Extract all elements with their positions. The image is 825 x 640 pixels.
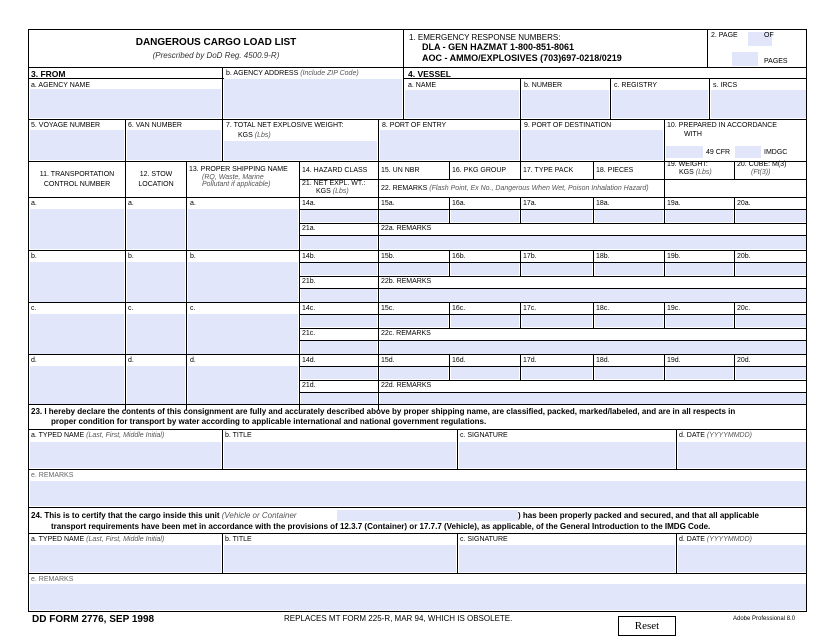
pkg-group-field[interactable] xyxy=(451,314,519,327)
net-weight-unit-hint: (Lbs) xyxy=(254,132,271,139)
weight-field[interactable] xyxy=(666,314,733,327)
row-label-22: 22b. REMARKS xyxy=(381,278,432,285)
row-label-21: 21c. xyxy=(302,330,316,337)
stow-field[interactable] xyxy=(127,314,185,354)
col21-header xyxy=(302,180,365,196)
row-label-18: 18b. xyxy=(596,253,610,260)
tcn-field[interactable] xyxy=(30,262,124,302)
row-col-divider xyxy=(520,302,521,328)
port-entry-label: 8. PORT OF ENTRY xyxy=(382,122,447,129)
row-divider xyxy=(28,250,807,251)
row-label-20: 20a. xyxy=(737,200,751,207)
row-col-divider xyxy=(734,250,735,276)
date-24-hint: (YYYYMMDD) xyxy=(706,536,753,543)
remarks-field[interactable] xyxy=(380,340,806,354)
pkg-group-field[interactable] xyxy=(451,262,519,275)
pieces-field[interactable] xyxy=(595,209,663,222)
weight-field[interactable] xyxy=(666,209,733,222)
agency-name-field[interactable] xyxy=(30,89,221,118)
footer-adobe: Adobe Professional 8.0 xyxy=(733,616,796,622)
net-weight-unit xyxy=(238,132,271,140)
typed-name-23-field[interactable] xyxy=(30,442,221,468)
row-col-divider xyxy=(449,302,450,328)
row-label-21: 21a. xyxy=(302,225,316,232)
row-subline xyxy=(299,328,807,329)
vessel-registry-field[interactable] xyxy=(612,90,708,118)
col20-header xyxy=(737,161,786,177)
date-23-text: d. DATE xyxy=(679,432,705,439)
emergency-aoc: AOC - AMMO/EXPLOSIVES (703)697-0218/0219 xyxy=(422,53,622,63)
row-col-divider xyxy=(664,302,665,328)
row-col-divider xyxy=(520,197,521,223)
vessel-label: 4. VESSEL xyxy=(408,69,451,79)
net-weight-label: 7. TOTAL NET EXPLOSIVE WEIGHT: xyxy=(226,122,344,129)
row-col-divider xyxy=(520,250,521,276)
row-label-14: 14d. xyxy=(302,357,316,364)
col19-line1: 19. WEIGHT: xyxy=(667,161,708,168)
row-label-15: 15c. xyxy=(381,305,395,312)
row-letter-stow: d. xyxy=(128,357,134,364)
typed-name-24-field[interactable] xyxy=(30,545,221,572)
remarks-23-field[interactable] xyxy=(30,481,806,506)
cfr-checkbox[interactable] xyxy=(666,146,703,158)
row-subline xyxy=(299,366,807,367)
tcn-field[interactable] xyxy=(30,314,124,354)
col19-unit: KGS xyxy=(679,169,694,176)
col20-line2: (Ft(3)) xyxy=(751,169,771,176)
row-letter-tcn: c. xyxy=(31,305,37,312)
row-divider xyxy=(28,354,807,355)
col22-header xyxy=(381,185,649,193)
row-label-16: 16d. xyxy=(452,357,466,364)
typed-name-24-text: a. TYPED NAME xyxy=(31,536,85,543)
vessel-number-label: b. NUMBER xyxy=(524,82,563,89)
port-entry-field[interactable] xyxy=(380,130,519,160)
reset-button[interactable]: Reset xyxy=(618,616,676,636)
title-24-field[interactable] xyxy=(224,545,456,572)
page-pages: PAGES xyxy=(764,58,788,65)
row-label-21: 21d. xyxy=(302,382,316,389)
row-label-19: 19b. xyxy=(667,253,681,260)
row-col-divider xyxy=(734,302,735,328)
row-col-divider xyxy=(449,354,450,380)
imdgc-checkbox[interactable] xyxy=(735,146,761,158)
row-col-divider xyxy=(593,197,594,223)
date-24-text: d. DATE xyxy=(679,536,705,543)
row-subline xyxy=(299,340,807,341)
row-label-17: 17a. xyxy=(523,200,537,207)
row-divider xyxy=(28,302,807,303)
row-col-divider xyxy=(449,197,450,223)
row-letter-name: c. xyxy=(190,305,196,312)
signature-24-label: c. SIGNATURE xyxy=(460,536,508,543)
cube-field[interactable] xyxy=(736,262,806,275)
tcn-field[interactable] xyxy=(30,209,124,249)
vessel-ircs-field[interactable] xyxy=(711,90,806,118)
row-subline xyxy=(299,276,807,277)
col12-line1: 12. STOW xyxy=(139,171,173,178)
col17-header: 17. TYPE PACK xyxy=(523,167,574,174)
row-letter-tcn: d. xyxy=(31,357,37,364)
net-weight-unit-text: KGS xyxy=(238,132,253,139)
van-label: 6. VAN NUMBER xyxy=(128,122,182,129)
voyage-label: 5. VOYAGE NUMBER xyxy=(31,122,101,129)
row-label-18: 18a. xyxy=(596,200,610,207)
row-label-14: 14a. xyxy=(302,200,316,207)
remarks-23-label: e. REMARKS xyxy=(31,472,74,479)
agency-address-hint: (Include ZIP Code) xyxy=(300,70,359,77)
hazard-class-field[interactable] xyxy=(301,209,377,222)
footer-replaces: REPLACES MT FORM 225-R, MAR 94, WHICH IS OBSOLETE. xyxy=(284,614,513,623)
col19-line2 xyxy=(667,169,712,177)
row-label-15: 15b. xyxy=(381,253,395,260)
shipping-name-field[interactable] xyxy=(188,209,298,249)
col19-unit-hint: (Lbs) xyxy=(695,169,712,176)
typed-name-23-hint: (Last, First, Middle Initial) xyxy=(86,432,165,439)
row-label-14: 14c. xyxy=(302,305,316,312)
stow-field[interactable] xyxy=(127,262,185,302)
col13-header xyxy=(189,166,288,188)
remarks-24-label: e. REMARKS xyxy=(31,576,74,583)
col13-line3: Pollutant if applicable) xyxy=(202,181,271,188)
declaration-24-line2: transport requirements have been met in accordance with the provisions of 12.3.7 (Container) or 17.7.7 (Vehicle), as applicable, of the General Introduction to the IMDG Code. xyxy=(51,522,711,531)
col15-header: 15. UN NBR xyxy=(381,167,420,174)
col22-text: 22. REMARKS xyxy=(381,185,428,192)
row-letter-name: a. xyxy=(190,200,196,207)
hazard-class-field[interactable] xyxy=(301,262,377,275)
row-subline xyxy=(299,392,807,393)
row-label-20: 20d. xyxy=(737,357,751,364)
remarks-field[interactable] xyxy=(380,235,806,249)
cube-field[interactable] xyxy=(736,366,806,379)
prepared-with-label: WITH xyxy=(684,131,702,138)
vessel-name-label: a. NAME xyxy=(408,82,437,89)
col18-header: 18. PIECES xyxy=(596,167,634,174)
imdgc-label: IMDGC xyxy=(764,149,788,156)
vessel-name-field[interactable] xyxy=(405,90,519,118)
row-col-divider xyxy=(593,354,594,380)
total-pages-field[interactable] xyxy=(732,52,758,66)
form-subtitle: (Prescribed by DoD Reg. 4500.9-R) xyxy=(152,51,280,60)
date-24-label xyxy=(679,536,752,544)
col19-header xyxy=(667,161,712,177)
shipping-name-field[interactable] xyxy=(188,314,298,354)
agency-name-label: a. AGENCY NAME xyxy=(31,82,91,89)
row-label-15: 15d. xyxy=(381,357,395,364)
port-dest-field[interactable] xyxy=(522,130,663,160)
pieces-field[interactable] xyxy=(595,262,663,275)
tcn-field[interactable] xyxy=(30,366,124,404)
declaration-24-line1 xyxy=(31,511,297,521)
declaration-23-line2: proper condition for transport by water according to applicable international and national government regulations. xyxy=(51,417,487,426)
row-subline xyxy=(299,380,807,381)
col13-line2: (RQ, Waste, Marine xyxy=(202,174,264,181)
col11-line1: 11. TRANSPORTATION xyxy=(39,171,115,178)
signature-23-field[interactable] xyxy=(459,442,675,468)
shipping-name-field[interactable] xyxy=(188,366,298,404)
hazard-class-field[interactable] xyxy=(301,366,377,379)
prepared-label: 10. PREPARED IN ACCORDANCE xyxy=(667,122,777,129)
emergency-dla: DLA - GEN HAZMAT 1-800-851-8061 xyxy=(422,42,575,52)
row-label-16: 16b. xyxy=(452,253,466,260)
declaration-23-line1: 23. I hereby declare the contents of this consignment are fully and accurately described above by proper shipping name, are classified, packed, marked/labeled, and are in all respects in xyxy=(31,407,736,416)
agency-address-text: b. AGENCY ADDRESS xyxy=(226,70,299,77)
voyage-number-field[interactable] xyxy=(30,130,124,160)
vessel-ircs-label: s. IRCS xyxy=(713,82,738,89)
cfr-label: 49 CFR xyxy=(706,149,731,156)
row-label-19: 19c. xyxy=(667,305,681,312)
row-subline xyxy=(299,288,807,289)
row-letter-tcn: a. xyxy=(31,200,37,207)
row-letter-name: b. xyxy=(190,253,196,260)
row-label-19: 19a. xyxy=(667,200,681,207)
row-label-17: 17c. xyxy=(523,305,537,312)
col11-line2: CONTROL NUMBER xyxy=(43,181,111,188)
row-letter-tcn: b. xyxy=(31,253,37,260)
net-weight-field[interactable] xyxy=(224,141,377,160)
vessel-number-field[interactable] xyxy=(522,90,609,118)
row-col-divider xyxy=(734,197,735,223)
footer-form-number: DD FORM 2776, SEP 1998 xyxy=(32,614,155,625)
row-label-22: 22c. REMARKS xyxy=(381,330,431,337)
row-label-16: 16c. xyxy=(452,305,466,312)
un-nbr-field[interactable] xyxy=(380,209,448,222)
title-23-field[interactable] xyxy=(224,442,456,468)
row-letter-name: d. xyxy=(190,357,196,364)
form-title: DANGEROUS CARGO LOAD LIST xyxy=(135,37,297,48)
row-label-22: 22a. REMARKS xyxy=(381,225,432,232)
row-subline xyxy=(299,223,807,224)
net-expl-field[interactable] xyxy=(301,288,377,302)
col12-header xyxy=(126,171,186,189)
row-col-divider xyxy=(664,250,665,276)
row-col-divider xyxy=(664,354,665,380)
emergency-label: 1. EMERGENCY RESPONSE NUMBERS: xyxy=(409,33,561,42)
agency-address-field[interactable] xyxy=(224,79,402,118)
pieces-field[interactable] xyxy=(595,314,663,327)
agency-address-label xyxy=(226,70,359,78)
declaration-24-part1: 24. This is to certify that the cargo inside this unit xyxy=(31,511,220,520)
signature-24-field[interactable] xyxy=(459,545,675,572)
row-label-17: 17d. xyxy=(523,357,537,364)
page-label: 2. PAGE xyxy=(711,32,738,39)
declaration-24-part2: (Vehicle or Container xyxy=(221,511,297,520)
date-24-field[interactable] xyxy=(678,545,806,572)
typed-name-24-hint: (Last, First, Middle Initial) xyxy=(86,536,165,543)
col12-line2: LOCATION xyxy=(138,181,174,188)
row-label-16: 16a. xyxy=(452,200,466,207)
row-label-15: 15a. xyxy=(381,200,395,207)
pkg-group-field[interactable] xyxy=(451,366,519,379)
date-23-hint: (YYYYMMDD) xyxy=(706,432,753,439)
col20-line1: 20. CUBE: M(3) xyxy=(737,161,787,168)
cube-field[interactable] xyxy=(736,209,806,222)
row-label-19: 19d. xyxy=(667,357,681,364)
col21-line2 xyxy=(302,188,365,196)
col22-hint: (Flash Point, Ex No., Dangerous When Wet, Poison Inhalation Hazard) xyxy=(429,185,649,192)
title-24-label: b. TITLE xyxy=(225,536,252,543)
title-23-label: b. TITLE xyxy=(225,432,252,439)
type-pack-field[interactable] xyxy=(522,262,592,275)
weight-field[interactable] xyxy=(666,366,733,379)
un-nbr-field[interactable] xyxy=(380,366,448,379)
un-nbr-field[interactable] xyxy=(380,262,448,275)
row-letter-stow: b. xyxy=(128,253,134,260)
type-pack-field[interactable] xyxy=(522,209,592,222)
row-label-22: 22d. REMARKS xyxy=(381,382,432,389)
declaration-24-part3: ) has been properly packed and secured, and that all applicable xyxy=(518,511,759,520)
col21-unit-hint: (Lbs) xyxy=(332,188,349,195)
from-label: 3. FROM xyxy=(31,69,66,79)
row-subline xyxy=(299,209,807,210)
row-subline xyxy=(299,262,807,263)
net-expl-field[interactable] xyxy=(301,340,377,354)
hazard-class-field[interactable] xyxy=(301,314,377,327)
row-label-18: 18c. xyxy=(596,305,610,312)
remarks-24-field[interactable] xyxy=(30,584,806,610)
date-23-label xyxy=(679,432,752,440)
row-subline xyxy=(299,314,807,315)
stow-field[interactable] xyxy=(127,209,185,249)
vessel-registry-label: c. REGISTRY xyxy=(614,82,658,89)
col14-header: 14. HAZARD CLASS xyxy=(302,167,368,174)
remarks-field[interactable] xyxy=(380,288,806,302)
typed-name-23-label xyxy=(31,432,164,440)
row-col-divider xyxy=(664,197,665,223)
col11-header xyxy=(29,171,125,189)
row-col-divider xyxy=(520,354,521,380)
cube-field[interactable] xyxy=(736,314,806,327)
row-letter-stow: c. xyxy=(128,305,134,312)
row-label-20: 20b. xyxy=(737,253,751,260)
type-pack-field[interactable] xyxy=(522,314,592,327)
shipping-name-field[interactable] xyxy=(188,262,298,302)
row-letter-stow: a. xyxy=(128,200,134,207)
row-col-divider xyxy=(449,250,450,276)
row-col-divider xyxy=(734,354,735,380)
row-label-21: 21b. xyxy=(302,278,316,285)
typed-name-24-label xyxy=(31,536,164,544)
stow-field[interactable] xyxy=(127,366,185,404)
unit-id-field[interactable] xyxy=(337,510,518,521)
row-label-14: 14b. xyxy=(302,253,316,260)
pieces-field[interactable] xyxy=(595,366,663,379)
col13-line1: 13. PROPER SHIPPING NAME xyxy=(189,166,288,173)
row-label-20: 20c. xyxy=(737,305,751,312)
row-label-17: 17b. xyxy=(523,253,537,260)
col16-header: 16. PKG GROUP xyxy=(452,167,507,174)
port-dest-label: 9. PORT OF DESTINATION xyxy=(524,122,612,129)
un-nbr-field[interactable] xyxy=(380,314,448,327)
net-expl-field[interactable] xyxy=(301,392,377,404)
date-23-field[interactable] xyxy=(678,442,806,468)
col21-unit: KGS xyxy=(316,188,331,195)
col21-line1: 21. NET EXPL. WT.: xyxy=(302,180,366,187)
row-subline xyxy=(299,235,807,236)
weight-field[interactable] xyxy=(666,262,733,275)
van-number-field[interactable] xyxy=(127,130,221,160)
type-pack-field[interactable] xyxy=(522,366,592,379)
signature-23-label: c. SIGNATURE xyxy=(460,432,508,439)
row-label-18: 18d. xyxy=(596,357,610,364)
typed-name-23-text: a. TYPED NAME xyxy=(31,432,85,439)
remarks-field[interactable] xyxy=(380,392,806,404)
row-col-divider xyxy=(593,302,594,328)
page-of: OF xyxy=(764,32,774,39)
pkg-group-field[interactable] xyxy=(451,209,519,222)
net-expl-field[interactable] xyxy=(301,235,377,249)
row-col-divider xyxy=(593,250,594,276)
